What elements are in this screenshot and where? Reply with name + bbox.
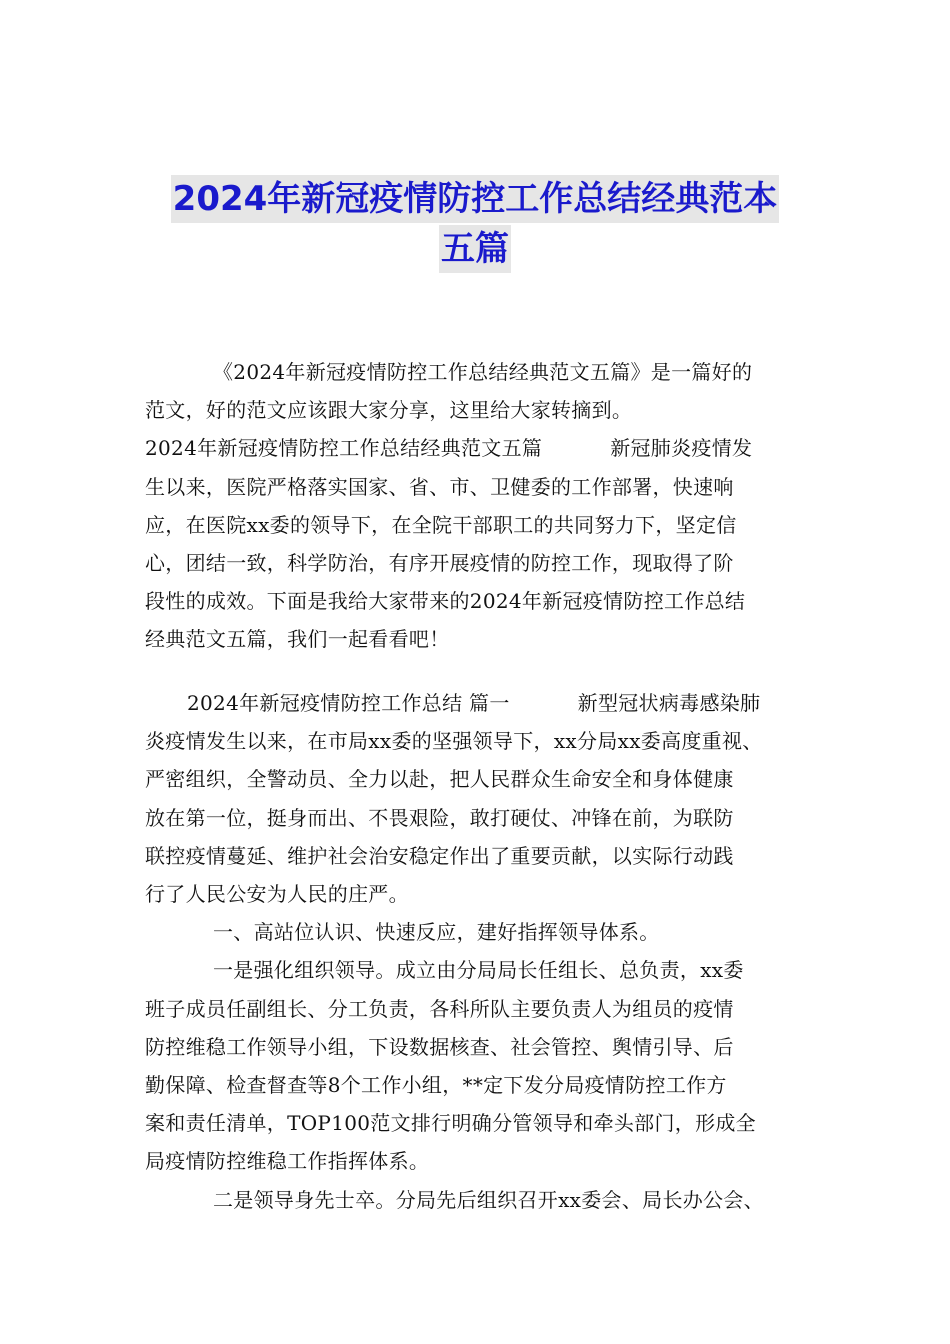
text-line: 《2024年新冠疫情防控工作总结经典范文五篇》是一篇好的	[213, 360, 753, 384]
text-line: 应，在医院xx委的领导下，在全院干部职工的共同努力下，坚定信	[145, 512, 737, 537]
text-line: 行了人民公安为人民的庄严。	[145, 882, 409, 907]
text-segment: 2024年新冠疫情防控工作总结经典范文五篇	[145, 436, 543, 461]
title-line-1: 2024年新冠疫情防控工作总结经典范本	[171, 175, 780, 223]
text-line: 炎疫情发生以来，在市局xx委的坚强领导下，xx分局xx委高度重视、	[145, 729, 763, 754]
subheading-line: 一、高站位认识、快速反应，建好指挥领导体系。	[213, 920, 660, 945]
text-line: 严密组织，全警动员、全力以赴，把人民群众生命安全和身体健康	[145, 767, 734, 792]
text-line: 联控疫情蔓延、维护社会治安稳定作出了重要贡献，以实际行动践	[145, 843, 734, 868]
text-line: 生以来，医院严格落实国家、省、市、卫健委的工作部署，快速响	[145, 474, 734, 499]
section-1	[145, 684, 815, 1219]
text-line: 范文，好的范文应该跟大家分享，这里给大家转摘到。	[145, 398, 633, 423]
intro-paragraph	[145, 353, 815, 659]
text-line: 二是领导身先士卒。分局先后组织召开xx委会、局长办公会、	[213, 1187, 764, 1212]
title-line-2: 五篇	[439, 225, 511, 273]
text-line: 一是强化组织领导。成立由分局局长任组长、总负责，xx委	[213, 958, 744, 983]
section-heading-line	[145, 684, 815, 722]
text-line: 段性的成效。下面是我给大家带来的2024年新冠疫情防控工作总结	[145, 589, 746, 614]
text-line: 防控维稳工作领导小组，下设数据核查、社会管控、舆情引导、后	[145, 1034, 734, 1059]
section-heading: 2024年新冠疫情防控工作总结 篇一	[187, 691, 510, 715]
text-segment: 新型冠状病毒感染肺	[577, 691, 761, 715]
text-segment: 新冠肺炎疫情发	[610, 436, 753, 461]
text-line: 案和责任清单，TOP100范文排行明确分管领导和牵头部门，形成全	[145, 1111, 756, 1136]
text-line: 经典范文五篇，我们一起看看吧！	[145, 627, 450, 652]
text-line: 放在第一位，挺身而出、不畏艰险，敢打硬仗、冲锋在前，为联防	[145, 805, 734, 830]
document-title	[0, 175, 950, 275]
text-line	[145, 429, 815, 467]
text-line: 局疫情防控维稳工作指挥体系。	[145, 1149, 430, 1174]
text-line: 心，团结一致，科学防治，有序开展疫情的防控工作，现取得了阶	[145, 551, 734, 576]
text-line: 勤保障、检查督查等8个工作小组，**定下发分局疫情防控工作方	[145, 1073, 727, 1098]
text-line: 班子成员任副组长、分工负责，各科所队主要负责人为组员的疫情	[145, 996, 734, 1021]
